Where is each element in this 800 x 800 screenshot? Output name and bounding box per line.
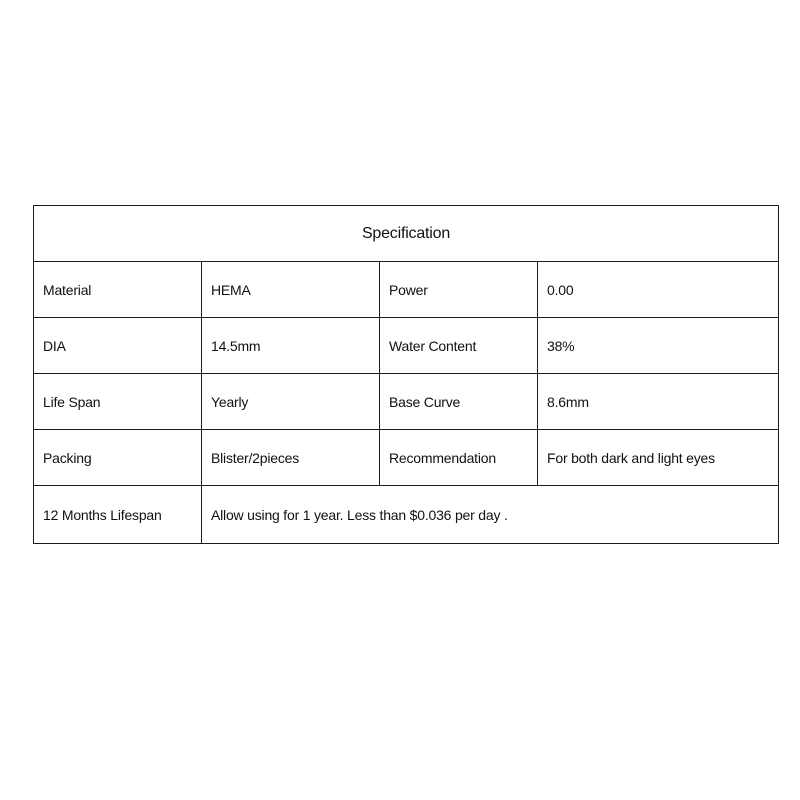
cell-value-base-curve: 8.6mm [538, 374, 779, 430]
cell-label-life-span: Life Span [34, 374, 202, 430]
cell-value-dia: 14.5mm [202, 318, 380, 374]
table-row-lifespan [34, 486, 779, 544]
cell-value-life-span: Yearly [202, 374, 380, 430]
cell-value-lifespan: Allow using for 1 year. Less than $0.036 per day . [202, 486, 779, 544]
table-row [34, 262, 779, 318]
cell-value-material: HEMA [202, 262, 380, 318]
specification-table [33, 205, 779, 544]
table-title: Specification [34, 206, 779, 262]
cell-value-packing: Blister/2pieces [202, 430, 380, 486]
cell-label-material: Material [34, 262, 202, 318]
cell-label-dia: DIA [34, 318, 202, 374]
cell-value-recommendation: For both dark and light eyes [538, 430, 779, 486]
table-row [34, 374, 779, 430]
cell-value-power: 0.00 [538, 262, 779, 318]
cell-label-base-curve: Base Curve [380, 374, 538, 430]
cell-label-water-content: Water Content [380, 318, 538, 374]
cell-label-recommendation: Recommendation [380, 430, 538, 486]
cell-label-packing: Packing [34, 430, 202, 486]
cell-value-water-content: 38% [538, 318, 779, 374]
table-row [34, 430, 779, 486]
table-title-row [34, 206, 779, 262]
cell-label-power: Power [380, 262, 538, 318]
cell-label-lifespan: 12 Months Lifespan [34, 486, 202, 544]
table-row [34, 318, 779, 374]
